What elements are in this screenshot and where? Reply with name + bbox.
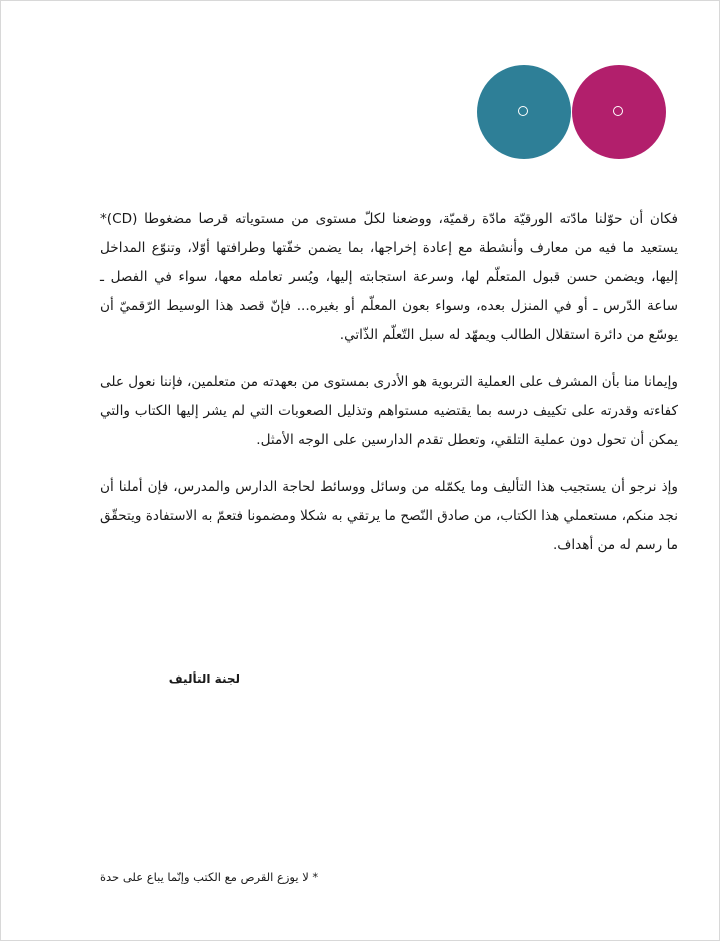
paragraph-digital-medium: فكان أن حوّلنا مادّته الورقيّة مادّة رقميّة، ووضعنا لكلّ مستوى من مستوياته قرصا مضغوطا (CD)* يستعيد ما فيه من معارف وأنشطة مع إعادة إخراجها، بما يضمن خفّتها وطرافتها أوّلا، وتنوّع المداخل إليها، ويضمن حسن قبول المتعلّم لها، وسرعة استجابته إليها، ويُسر تعامله معها، سواء في الفصل ـ ساعة الدّرس ـ أو في المنزل بعده، وسواء بعون المعلّم أو بغيره... فإنّ قصد هذا الوسيط الرّقميّ أن يوسّع من دائرة استقلال الطالب ويمهّد له سبل التّعلّم الذّاتي. bbox=[100, 211, 678, 343]
magenta-circle-decoration bbox=[572, 65, 666, 159]
body-text bbox=[100, 205, 678, 578]
circle-ring-icon bbox=[518, 106, 528, 116]
teal-circle-decoration bbox=[477, 65, 571, 159]
paragraph-closing: وإذ نرجو أن يستجيب هذا التأليف وما يكمّله من وسائل ووسائط لحاجة الدارس والمدرس، فإن أملنا أن نجد منكم، مستعملي هذا الكتاب، من صادق النّصح ما يرتقي به شكلا ومضمونا فتعمّ به الاستفادة ويتحقّق ما رسم له من أهداف. bbox=[100, 479, 678, 553]
paragraph-teacher-role: وإيمانا منا بأن المشرف على العملية التربوية هو الأدرى بمستوى من بعهدته من متعلمين، فإننا نعول على كفاءته وقدرته على تكييف درسه بما يقتضيه مستواهم وتذليل الصعوبات التي لم يشر إليها الكتاب والتي يمكن أن تحول دون عملية التلقي، وتعطل تقدم الدارسين على الوجه الأمثل. bbox=[100, 374, 678, 448]
footnote: * لا يوزع القرص مع الكتب وإنّما يباع على حدة bbox=[100, 870, 319, 884]
circle-ring-icon bbox=[613, 106, 623, 116]
authoring-committee-signature: لجنة التأليف bbox=[168, 672, 240, 686]
